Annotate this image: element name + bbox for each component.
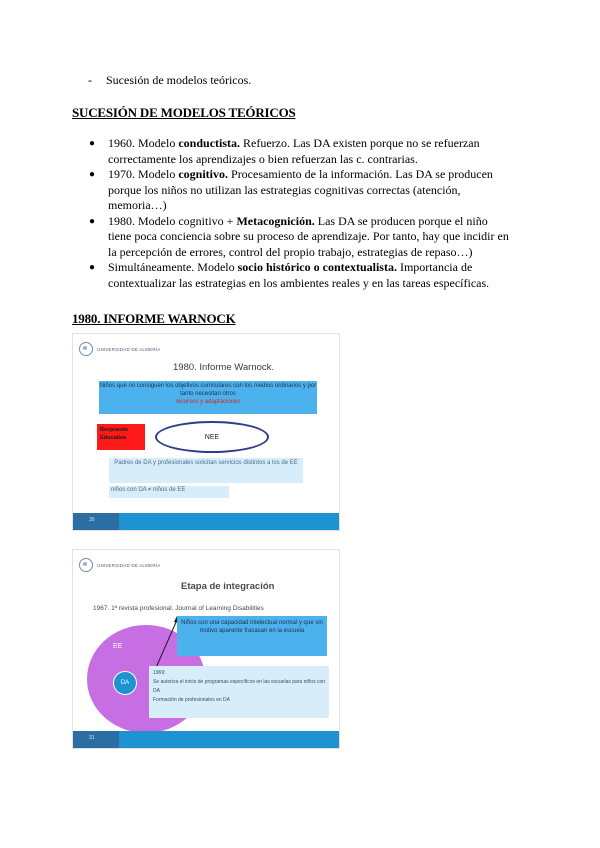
bullet-item: ● 1960. Modelo conductista. Refuerzo. Las DA existen porque no se refuerzan correctamente los aprendizajes o bien refuerzan las c. contrarias. — [89, 136, 480, 166]
section-heading-warnock: 1980. INFORME WARNOCK — [72, 311, 236, 326]
slide-page-number: 31 — [89, 735, 95, 741]
models-bullet-list — [72, 136, 512, 291]
slide-title: Etapa de integración — [181, 581, 275, 592]
slide-footer — [73, 731, 339, 748]
intro-text: Sucesión de modelos teóricos. — [106, 73, 252, 87]
university-seal-icon — [79, 558, 93, 572]
bullet-item: ● Simultáneamente. Modelo socio histórico o contextualista. Importancia de contextualizar las estrategias en los ambientes reales y en las tareas específicas. — [89, 260, 490, 290]
bullet-icon: ● — [89, 169, 96, 180]
slide-informe-warnock — [72, 333, 340, 531]
bullet-item: ● 1980. Modelo cognitivo + Metacognición. Las DA se producen porque el niño tiene poca conciencia sobre su proceso de aprendizaje. Por tanto, hay que incidir en la percepción de errores, control del propio trabajo, estrategias de repaso…) — [89, 213, 509, 259]
slide-title: 1980. Informe Warnock. — [173, 362, 275, 373]
slide-subtitle: 1967. 1ª revista profesional. Journal of Learning Disabilities — [93, 605, 264, 612]
response-box: Respuesta Educativa — [97, 424, 145, 450]
comparison-box: niños con DA ≠ niños de EE — [109, 486, 229, 498]
bullet-icon: ● — [89, 138, 96, 149]
da-circle: DA — [113, 671, 137, 695]
ee-label: EE — [113, 643, 123, 650]
parents-box: Padres de DA y profesionales solicitan servicios distintos a los de EE — [109, 458, 303, 483]
highlight-text: recursos y adaptaciones — [175, 399, 241, 405]
intro-list-item — [88, 73, 251, 88]
slide-footer — [73, 513, 339, 530]
university-logo: UNIVERSIDAD DE ALMERÍA — [79, 342, 160, 356]
nee-oval: NEE — [155, 421, 269, 453]
university-seal-icon — [79, 342, 93, 356]
definition-box: Niños con una capacidad intelectual normal y que sin motivo aparente fracasan en la escuela — [177, 616, 327, 656]
slide-etapa-integracion — [72, 549, 340, 749]
slide-page-number: 30 — [89, 517, 95, 523]
milestones-box: 1969: Se autoriza el inicio de programas específicos en las escuelas para niños con DA Formación de profesionales en DA — [149, 666, 329, 718]
university-logo: UNIVERSIDAD DE ALMERÍA — [79, 558, 160, 572]
page-number-block — [73, 513, 119, 530]
bullet-item: ● 1970. Modelo cognitivo. Procesamiento de la información. Las DA se producen porque los niños no utilizan las estrategias cognitivas correctas (atención, memoria…) — [89, 167, 493, 212]
page-number-block — [73, 731, 119, 748]
section-heading-models: SUCESIÓN DE MODELOS TEÓRICOS — [72, 105, 296, 120]
bullet-icon: ● — [89, 262, 96, 273]
bullet-icon: ● — [89, 215, 96, 227]
definition-box: Niños que no consiguen los objetivos curriculares con los medios ordinarios y por tanto necesitan otros recursos y adaptaciones — [99, 381, 317, 414]
dash-marker: - — [88, 73, 92, 87]
